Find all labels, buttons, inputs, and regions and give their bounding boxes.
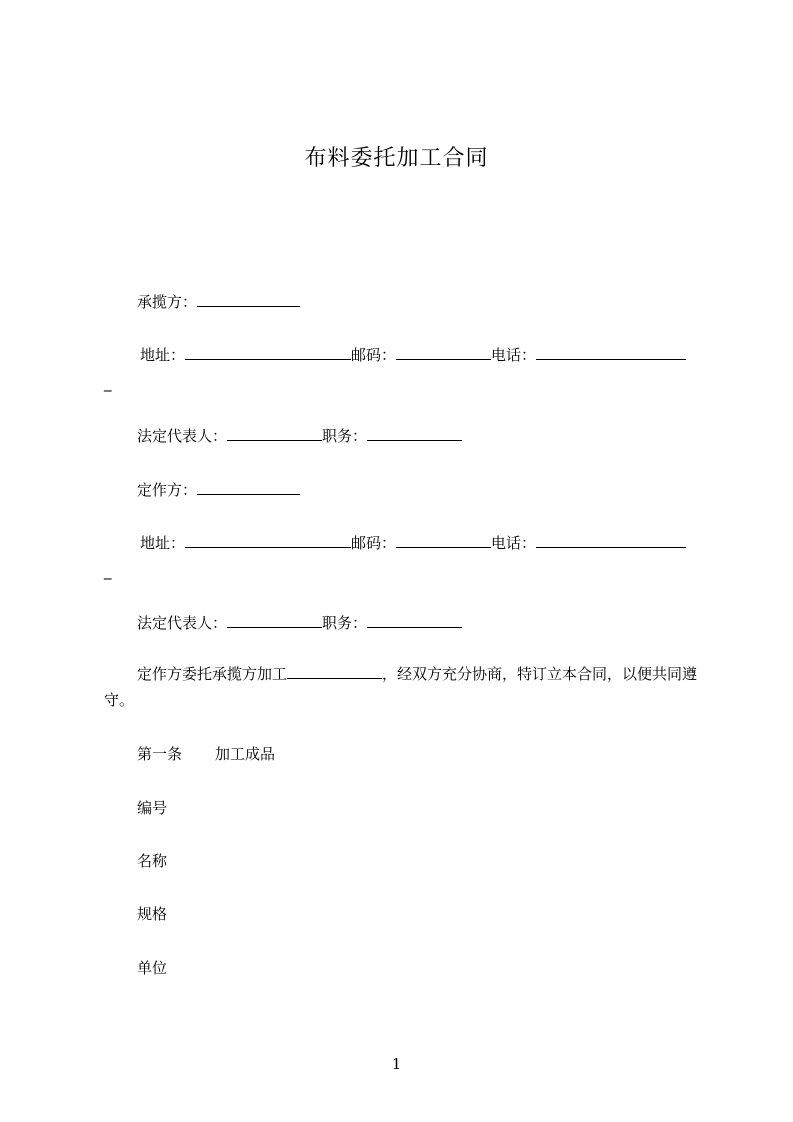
goods-blank[interactable]: [287, 663, 382, 679]
contractor-address-line: [140, 344, 686, 365]
document-title: 布料委托加工合同: [304, 146, 489, 171]
field-label: 单位: [137, 959, 168, 977]
intro-part1: 定作方委托承揽方加工: [137, 665, 288, 683]
address-blank[interactable]: [185, 532, 351, 548]
overflow-mark: _: [104, 374, 112, 392]
phone-label: 电话：: [491, 534, 537, 552]
contractor-line: [137, 291, 300, 312]
intro-part2: ，经双方充分协商，特订立本合同，以便共同遵守。: [104, 665, 698, 709]
position-label: 职务：: [322, 427, 368, 445]
postcode-label: 邮码：: [351, 534, 397, 552]
contractor-blank[interactable]: [197, 291, 300, 307]
page-number: 1: [391, 1055, 402, 1073]
position-blank[interactable]: [367, 425, 462, 441]
intro-paragraph: [104, 661, 704, 713]
article-1-heading: [137, 744, 275, 764]
field-label: 编号: [137, 799, 168, 817]
rep-label: 法定代表人：: [137, 427, 228, 445]
client-line: [137, 479, 300, 500]
rep-label: 法定代表人：: [137, 614, 228, 632]
client-blank[interactable]: [197, 479, 300, 495]
field-label: 规格: [137, 905, 168, 923]
article-title: 加工成品: [215, 745, 276, 763]
position-label: 职务：: [322, 614, 368, 632]
contractor-rep-line: [137, 425, 462, 446]
client-label: 定作方：: [137, 481, 198, 499]
postcode-blank[interactable]: [396, 532, 491, 548]
rep-blank[interactable]: [227, 425, 322, 441]
overflow-mark: _: [104, 562, 112, 580]
address-label: 地址：: [140, 534, 186, 552]
client-rep-line: [137, 612, 462, 633]
position-blank[interactable]: [367, 612, 462, 628]
address-blank[interactable]: [185, 344, 351, 360]
field-label: 名称: [137, 852, 168, 870]
postcode-blank[interactable]: [396, 344, 491, 360]
phone-label: 电话：: [491, 346, 537, 364]
client-address-line: [140, 532, 686, 553]
phone-blank[interactable]: [536, 532, 686, 548]
postcode-label: 邮码：: [351, 346, 397, 364]
contractor-label: 承揽方：: [137, 293, 198, 311]
phone-blank[interactable]: [536, 344, 686, 360]
address-label: 地址：: [140, 346, 186, 364]
rep-blank[interactable]: [227, 612, 322, 628]
article-number: 第一条: [137, 745, 183, 763]
